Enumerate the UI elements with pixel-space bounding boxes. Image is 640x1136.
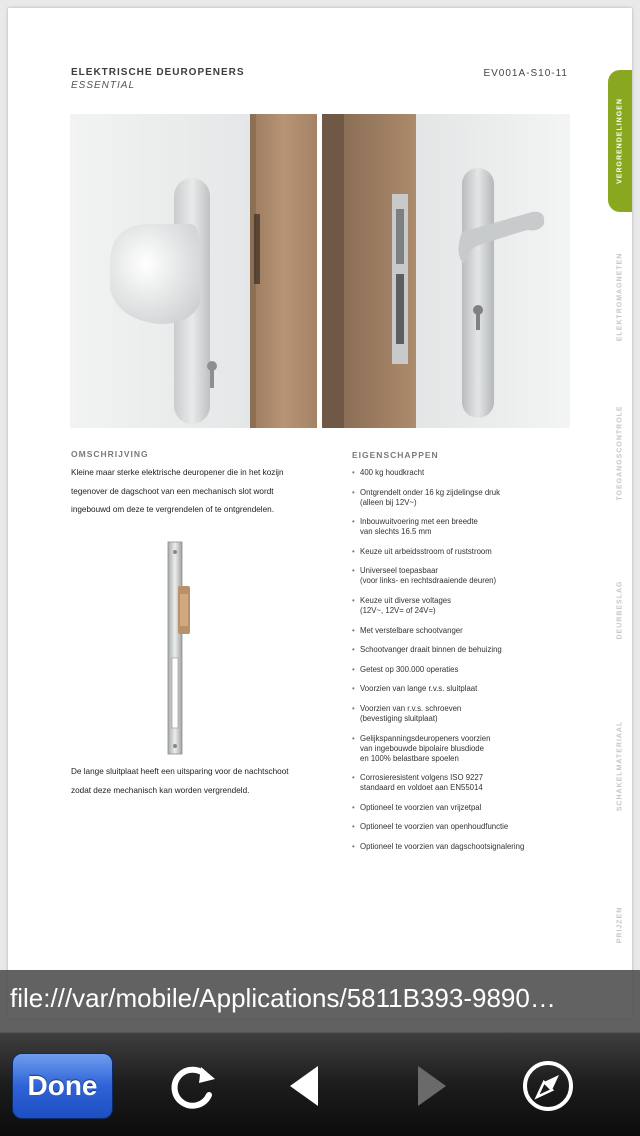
back-arrow-icon[interactable] [270, 1051, 340, 1121]
property-item: • Universeel toepasbaar (voor links- en rechtsdraaiende deuren) [352, 566, 572, 586]
url-bar: file:///var/mobile/Applications/5811B393-9890… [0, 970, 640, 1032]
property-item: • Optioneel te voorzien van openhoudfunctie [352, 822, 572, 832]
bottom-toolbar [0, 1032, 640, 1136]
property-item: • Optioneel te voorzien van vrijzetpal [352, 803, 572, 813]
property-item: • Getest op 300.000 operaties [352, 665, 572, 675]
side-tab-prijzen[interactable]: PRIJZEN [616, 906, 624, 944]
note-line: De lange sluitplaat heeft een uitsparing voor de nachtschoot [71, 767, 289, 776]
property-item: • Keuze uit diverse voltages (12V~, 12V= of 24V=) [352, 596, 572, 616]
document-title: ELEKTRISCHE DEUROPENERS [71, 67, 245, 78]
document-subtitle: ESSENTIAL [71, 80, 136, 91]
property-item: • Corrosieresistent volgens ISO 9227 standaard en voldoet aan EN55014 [352, 773, 572, 793]
property-item: • Met verstelbare schootvanger [352, 626, 572, 636]
properties-list [352, 468, 572, 862]
property-item: • Voorzien van r.v.s. schroeven (bevestiging sluitplaat) [352, 704, 572, 724]
property-item: • Schootvanger draait binnen de behuizing [352, 645, 572, 655]
side-tab-elektromagneten[interactable]: ELEKTROMAGNETEN [616, 252, 624, 342]
note-line: zodat deze mechanisch kan worden vergrendeld. [71, 785, 250, 795]
product-photo-lever [322, 114, 570, 428]
reload-icon[interactable] [157, 1051, 227, 1121]
side-tab-toegangscontrole[interactable]: TOEGANGSCONTROLE [616, 405, 624, 501]
description-line: tegenover de dagschoot van een mechanisch slot wordt [71, 486, 274, 496]
forward-arrow-icon [396, 1051, 466, 1121]
property-item: • Gelijkspanningsdeuropeners voorzien van ingebouwde bipolaire blusdiode en 100% belastbare spoelen [352, 734, 572, 764]
property-item: • Voorzien van lange r.v.s. sluitplaat [352, 684, 572, 694]
description-heading: OMSCHRIJVING [71, 449, 149, 459]
property-item: • Inbouwuitvoering met een breedte van slechts 16.5 mm [352, 517, 572, 537]
side-tab-deurbeslag[interactable]: DEURBESLAG [616, 580, 624, 640]
compass-icon[interactable] [513, 1051, 583, 1121]
description-text [71, 464, 326, 520]
properties-heading: EIGENSCHAPPEN [352, 450, 439, 460]
property-item: • Optioneel te voorzien van dagschootsignalering [352, 842, 572, 852]
document-page [8, 8, 632, 1018]
side-tab-vergrendelingen[interactable]: VERGRENDELINGEN [616, 98, 624, 184]
product-photo-knob [70, 114, 317, 428]
property-item: • 400 kg houdkracht [352, 468, 572, 478]
done-button[interactable]: Done [12, 1053, 113, 1119]
property-item: • Ontgrendelt onder 16 kg zijdelingse druk (alleen bij 12V~) [352, 488, 572, 508]
strike-plate-image [164, 538, 194, 758]
side-tab-schakelmateriaal[interactable]: SCHAKELMATERIAAL [616, 720, 624, 812]
property-item: • Keuze uit arbeidsstroom of ruststroom [352, 547, 572, 557]
note-text [71, 763, 326, 800]
description-line: Kleine maar sterke elektrische deuropener die in het kozijn [71, 468, 284, 477]
description-line: ingebouwd om deze te vergrendelen of te ontgrendelen. [71, 505, 275, 514]
product-code: EV001A-S10-11 [483, 68, 568, 79]
